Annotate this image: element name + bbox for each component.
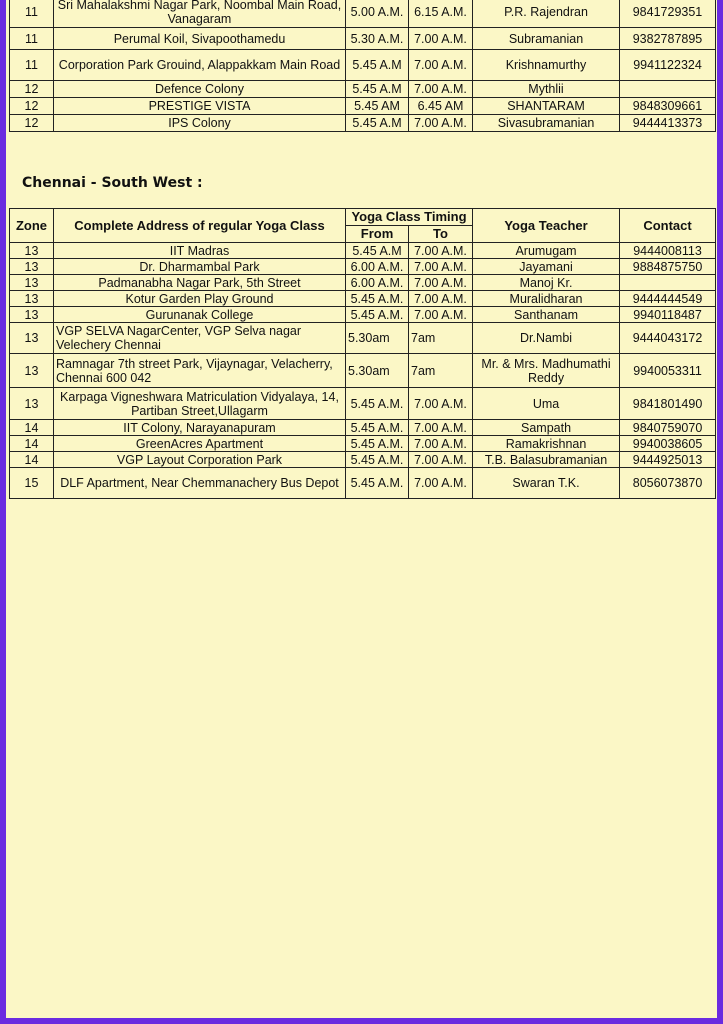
from-cell: 5.45 A.M. [346, 388, 409, 420]
zone-cell: 13 [10, 388, 54, 420]
contact-cell: 9941122324 [620, 50, 716, 81]
contact-cell: 9444444549 [620, 291, 716, 307]
zone-cell: 14 [10, 420, 54, 436]
to-cell: 7.00 A.M. [409, 275, 473, 291]
zone-cell: 12 [10, 81, 54, 98]
from-cell: 5.30am [346, 323, 409, 354]
to-cell: 7.00 A.M. [409, 81, 473, 98]
teacher-cell: Krishnamurthy [473, 50, 620, 81]
address-cell: Karpaga Vigneshwara Matriculation Vidyalaya, 14, Partiban Street,Ullagarm [54, 388, 346, 420]
from-cell: 6.00 A.M. [346, 275, 409, 291]
to-cell: 6.15 A.M. [409, 0, 473, 28]
teacher-cell: Ramakrishnan [473, 436, 620, 452]
teacher-cell: Mr. & Mrs. Madhumathi Reddy [473, 354, 620, 388]
address-cell: VGP Layout Corporation Park [54, 452, 346, 468]
teacher-cell: Santhanam [473, 307, 620, 323]
to-cell: 7am [409, 323, 473, 354]
contact-cell: 9884875750 [620, 259, 716, 275]
teacher-cell: P.R. Rajendran [473, 0, 620, 28]
contact-cell: 9940038605 [620, 436, 716, 452]
from-header: From [346, 226, 409, 243]
contact-cell: 9444043172 [620, 323, 716, 354]
contact-cell: 9840759070 [620, 420, 716, 436]
address-cell: Defence Colony [54, 81, 346, 98]
zone-cell: 13 [10, 354, 54, 388]
table-row [10, 452, 716, 468]
zone-cell: 13 [10, 275, 54, 291]
table-row [10, 291, 716, 307]
contact-cell: 9444008113 [620, 243, 716, 259]
zone-header: Zone [10, 209, 54, 243]
table-row [10, 436, 716, 452]
zone-cell: 13 [10, 259, 54, 275]
table-row [10, 420, 716, 436]
address-cell: Sri Mahalakshmi Nagar Park, Noombal Main Road, Vanagaram [54, 0, 346, 28]
table-row [10, 468, 716, 499]
table-row [10, 81, 716, 98]
from-cell: 5.00 A.M. [346, 0, 409, 28]
table-row [10, 259, 716, 275]
teacher-cell: Muralidharan [473, 291, 620, 307]
address-cell: VGP SELVA NagarCenter, VGP Selva nagar Velechery Chennai [54, 323, 346, 354]
contact-cell: 9940118487 [620, 307, 716, 323]
teacher-cell: Subramanian [473, 28, 620, 50]
teacher-cell: Dr.Nambi [473, 323, 620, 354]
zone-cell: 13 [10, 307, 54, 323]
table-row [10, 354, 716, 388]
teacher-cell: Uma [473, 388, 620, 420]
teacher-cell: Mythlii [473, 81, 620, 98]
table-row [10, 275, 716, 291]
to-cell: 7.00 A.M. [409, 468, 473, 499]
to-cell: 7.00 A.M. [409, 291, 473, 307]
from-cell: 5.45 A.M [346, 115, 409, 132]
address-cell: Corporation Park Grouind, Alappakkam Main Road [54, 50, 346, 81]
section-title: Chennai - South West : [22, 175, 203, 191]
zone-cell: 11 [10, 50, 54, 81]
contact-cell [620, 275, 716, 291]
teacher-cell: Swaran T.K. [473, 468, 620, 499]
address-cell: Dr. Dharmambal Park [54, 259, 346, 275]
to-cell: 7am [409, 354, 473, 388]
to-cell: 7.00 A.M. [409, 452, 473, 468]
table-row [10, 28, 716, 50]
from-cell: 5.45 A.M. [346, 291, 409, 307]
table-row [10, 50, 716, 81]
teacher-cell: Jayamani [473, 259, 620, 275]
table-row [10, 307, 716, 323]
to-cell: 7.00 A.M. [409, 50, 473, 81]
table-row [10, 388, 716, 420]
yoga-table-south-west [9, 208, 716, 499]
document-page [6, 0, 717, 1018]
address-cell: IPS Colony [54, 115, 346, 132]
yoga-table-top [9, 0, 716, 132]
from-cell: 5.30 A.M. [346, 28, 409, 50]
from-cell: 5.30am [346, 354, 409, 388]
from-cell: 5.45 AM [346, 98, 409, 115]
table-row [10, 0, 716, 28]
teacher-cell: Sampath [473, 420, 620, 436]
teacher-cell: T.B. Balasubramanian [473, 452, 620, 468]
zone-cell: 15 [10, 468, 54, 499]
zone-cell: 14 [10, 452, 54, 468]
to-cell: 7.00 A.M. [409, 436, 473, 452]
address-cell: PRESTIGE VISTA [54, 98, 346, 115]
contact-cell [620, 81, 716, 98]
contact-cell: 9444925013 [620, 452, 716, 468]
zone-cell: 12 [10, 98, 54, 115]
timing-header: Yoga Class Timing [346, 209, 473, 226]
address-cell: Padmanabha Nagar Park, 5th Street [54, 275, 346, 291]
zone-cell: 13 [10, 243, 54, 259]
to-cell: 7.00 A.M. [409, 388, 473, 420]
contact-cell: 8056073870 [620, 468, 716, 499]
to-cell: 7.00 A.M. [409, 115, 473, 132]
teacher-cell: Manoj Kr. [473, 275, 620, 291]
from-cell: 5.45 A.M. [346, 452, 409, 468]
to-cell: 7.00 A.M. [409, 243, 473, 259]
from-cell: 5.45 A.M [346, 50, 409, 81]
from-cell: 6.00 A.M. [346, 259, 409, 275]
address-cell: DLF Apartment, Near Chemmanachery Bus Depot [54, 468, 346, 499]
from-cell: 5.45 A.M [346, 243, 409, 259]
contact-cell: 9382787895 [620, 28, 716, 50]
to-cell: 7.00 A.M. [409, 307, 473, 323]
zone-cell: 11 [10, 28, 54, 50]
to-header: To [409, 226, 473, 243]
table-row [10, 243, 716, 259]
header-row [10, 209, 716, 226]
table-row [10, 323, 716, 354]
from-cell: 5.45 A.M. [346, 468, 409, 499]
contact-cell: 9841729351 [620, 0, 716, 28]
from-cell: 5.45 A.M. [346, 420, 409, 436]
from-cell: 5.45 A.M [346, 81, 409, 98]
zone-cell: 11 [10, 0, 54, 28]
teacher-cell: Arumugam [473, 243, 620, 259]
zone-cell: 14 [10, 436, 54, 452]
contact-cell: 9940053311 [620, 354, 716, 388]
to-cell: 7.00 A.M. [409, 420, 473, 436]
address-cell: IIT Madras [54, 243, 346, 259]
teacher-cell: SHANTARAM [473, 98, 620, 115]
teacher-header: Yoga Teacher [473, 209, 620, 243]
table-row [10, 115, 716, 132]
table-row [10, 98, 716, 115]
zone-cell: 13 [10, 291, 54, 307]
address-cell: Ramnagar 7th street Park, Vijaynagar, Velacherry, Chennai 600 042 [54, 354, 346, 388]
zone-cell: 12 [10, 115, 54, 132]
contact-cell: 9444413373 [620, 115, 716, 132]
address-cell: GreenAcres Apartment [54, 436, 346, 452]
address-cell: Gurunanak College [54, 307, 346, 323]
to-cell: 6.45 AM [409, 98, 473, 115]
contact-cell: 9841801490 [620, 388, 716, 420]
from-cell: 5.45 A.M. [346, 436, 409, 452]
address-header: Complete Address of regular Yoga Class [54, 209, 346, 243]
teacher-cell: Sivasubramanian [473, 115, 620, 132]
zone-cell: 13 [10, 323, 54, 354]
contact-header: Contact [620, 209, 716, 243]
to-cell: 7.00 A.M. [409, 259, 473, 275]
from-cell: 5.45 A.M. [346, 307, 409, 323]
address-cell: IIT Colony, Narayanapuram [54, 420, 346, 436]
address-cell: Kotur Garden Play Ground [54, 291, 346, 307]
to-cell: 7.00 A.M. [409, 28, 473, 50]
contact-cell: 9848309661 [620, 98, 716, 115]
address-cell: Perumal Koil, Sivapoothamedu [54, 28, 346, 50]
